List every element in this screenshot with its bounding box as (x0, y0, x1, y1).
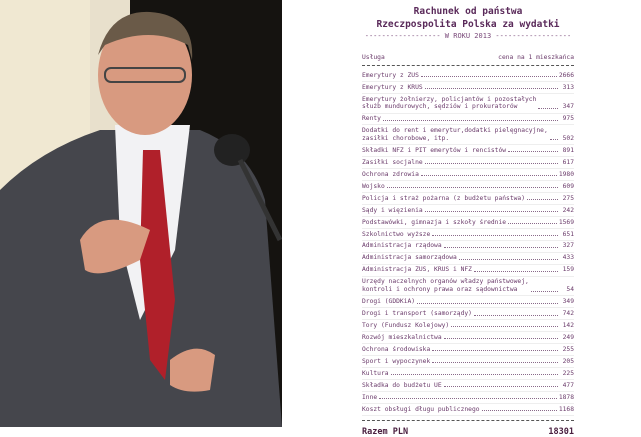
dot-leader (527, 199, 558, 200)
item-label: Renty (362, 115, 381, 123)
item-label: Zasiłki socjalne (362, 158, 423, 166)
list-item (362, 217, 574, 229)
list-item (362, 356, 574, 368)
dot-leader (425, 163, 558, 164)
list-item (362, 181, 574, 193)
list-item (362, 265, 574, 277)
dot-leader (538, 108, 558, 109)
item-label: Drogi (GDDKiA) (362, 297, 416, 305)
dot-leader (474, 271, 558, 272)
dot-leader (421, 175, 557, 176)
dot-leader (383, 120, 558, 121)
list-item (362, 125, 574, 145)
item-value: 1168 (558, 405, 574, 413)
total-label: Razem PLN (362, 426, 409, 437)
list-item (362, 94, 574, 114)
list-item (362, 145, 574, 157)
list-item (362, 308, 574, 320)
item-label: Podstawówki, gimnazja i szkoły średnie (362, 218, 507, 226)
item-value: 249 (562, 333, 574, 341)
dot-leader (474, 315, 558, 316)
list-item (362, 368, 574, 380)
item-value: 205 (562, 357, 574, 365)
dot-leader (459, 259, 558, 260)
item-label: Składka do budżetu UE (362, 381, 442, 389)
item-value: 255 (562, 345, 574, 353)
item-label: Inne (362, 393, 378, 401)
item-value: 225 (562, 369, 574, 377)
dot-leader (444, 386, 558, 387)
list-item (362, 169, 574, 181)
dot-leader (417, 303, 558, 304)
document-title-2: Rzeczpospolita Polska za wydatki (376, 19, 560, 30)
item-label: Policja i straż pożarna (z budżetu państwa) (362, 194, 526, 202)
dot-leader (482, 410, 557, 411)
items-list (362, 70, 574, 416)
col-price: cena na 1 mieszkańca (498, 54, 574, 61)
item-label: Sądy i więzienia (362, 206, 423, 214)
list-item (362, 320, 574, 332)
list-item (362, 380, 574, 392)
dot-leader (444, 338, 558, 339)
item-value: 347 (562, 103, 574, 111)
item-value: 275 (562, 194, 574, 202)
item-label: Emerytury żołnierzy, policjantów i pozostałych służb mundurowych, sędziów i prokuratorów (362, 95, 537, 111)
list-item (362, 205, 574, 217)
item-label: Emerytury z ZUS (362, 71, 419, 79)
item-value: 1569 (558, 218, 574, 226)
item-value: 142 (562, 321, 574, 329)
dot-leader (432, 235, 558, 236)
item-label: Sport i wypoczynek (362, 357, 431, 365)
document-title: Rachunek od państwa (413, 6, 523, 17)
list-item (362, 114, 574, 126)
item-label: Kultura (362, 369, 389, 377)
item-label: Dodatki do rent i emerytur,dodatki pielęgnacyjne, zasiłki chorobowe, itp. (362, 127, 548, 142)
dot-leader (425, 88, 558, 89)
list-item (362, 332, 574, 344)
item-value: 891 (562, 146, 574, 154)
item-value: 1878 (558, 393, 574, 401)
item-label: Rozwój mieszkalnictwa (362, 333, 442, 341)
item-value: 242 (562, 206, 574, 214)
dot-leader (421, 76, 557, 77)
list-item (362, 70, 574, 82)
list-item (362, 392, 574, 404)
item-value: 742 (562, 309, 574, 317)
item-label: Administracja rządowa (362, 242, 442, 250)
item-label: Administracja ZUS, KRUS i NFZ (362, 266, 472, 274)
dot-leader (531, 291, 558, 292)
item-value: 2666 (558, 71, 574, 79)
list-item (362, 229, 574, 241)
list-item (362, 193, 574, 205)
divider (362, 420, 574, 421)
list-item (362, 404, 574, 416)
col-service: Usługa (362, 54, 385, 61)
list-item (362, 82, 574, 94)
dot-leader (432, 362, 558, 363)
dot-leader (391, 374, 558, 375)
item-value: 502 (562, 134, 574, 142)
item-label: Drogi i transport (samorządy) (362, 309, 472, 317)
speaker-photo (0, 0, 282, 427)
item-value: 651 (562, 230, 574, 238)
item-value: 159 (562, 266, 574, 274)
dot-leader (444, 247, 558, 248)
item-value: 349 (562, 297, 574, 305)
dot-leader (451, 326, 558, 327)
item-label: Ochrona środowiska (362, 345, 431, 353)
dot-leader (379, 398, 557, 399)
list-item (362, 157, 574, 169)
dot-leader (432, 350, 558, 351)
list-item (362, 277, 574, 297)
bill-document (362, 0, 574, 437)
item-value: 609 (562, 182, 574, 190)
total-row (362, 427, 574, 437)
item-value: 54 (566, 285, 574, 293)
list-item (362, 253, 574, 265)
item-label: Urzędy naczelnych organów władzy państwowej, kontroli i ochrony prawa oraz sądownictwa (362, 278, 529, 293)
item-value: 313 (562, 83, 574, 91)
dot-leader (508, 151, 558, 152)
list-item (362, 344, 574, 356)
item-label: Składki NFZ i PIT emerytów i rencistów (362, 146, 507, 154)
item-value: 477 (562, 381, 574, 389)
year-subtitle: ------------------ W ROKU 2013 ------------------ (364, 32, 572, 40)
item-value: 1980 (558, 170, 574, 178)
item-label: Emerytury z KRUS (362, 83, 423, 91)
list-item (362, 241, 574, 253)
dot-leader (508, 223, 557, 224)
dot-leader (387, 187, 558, 188)
dot-leader (425, 211, 558, 212)
item-label: Tory (Fundusz Kolejowy) (362, 321, 450, 329)
item-value: 617 (562, 158, 574, 166)
list-item (362, 296, 574, 308)
dot-leader (550, 139, 558, 140)
item-value: 327 (562, 242, 574, 250)
divider (362, 65, 574, 66)
item-value: 433 (562, 254, 574, 262)
total-value: 18301 (548, 426, 574, 437)
item-label: Administracja samorządowa (362, 254, 457, 262)
table-header (362, 54, 574, 61)
item-label: Szkolnictwo wyższe (362, 230, 431, 238)
item-value: 975 (562, 115, 574, 123)
item-label: Koszt obsługi długu publicznego (362, 405, 480, 413)
item-label: Ochrona zdrowia (362, 170, 419, 178)
item-label: Wojsko (362, 182, 385, 190)
